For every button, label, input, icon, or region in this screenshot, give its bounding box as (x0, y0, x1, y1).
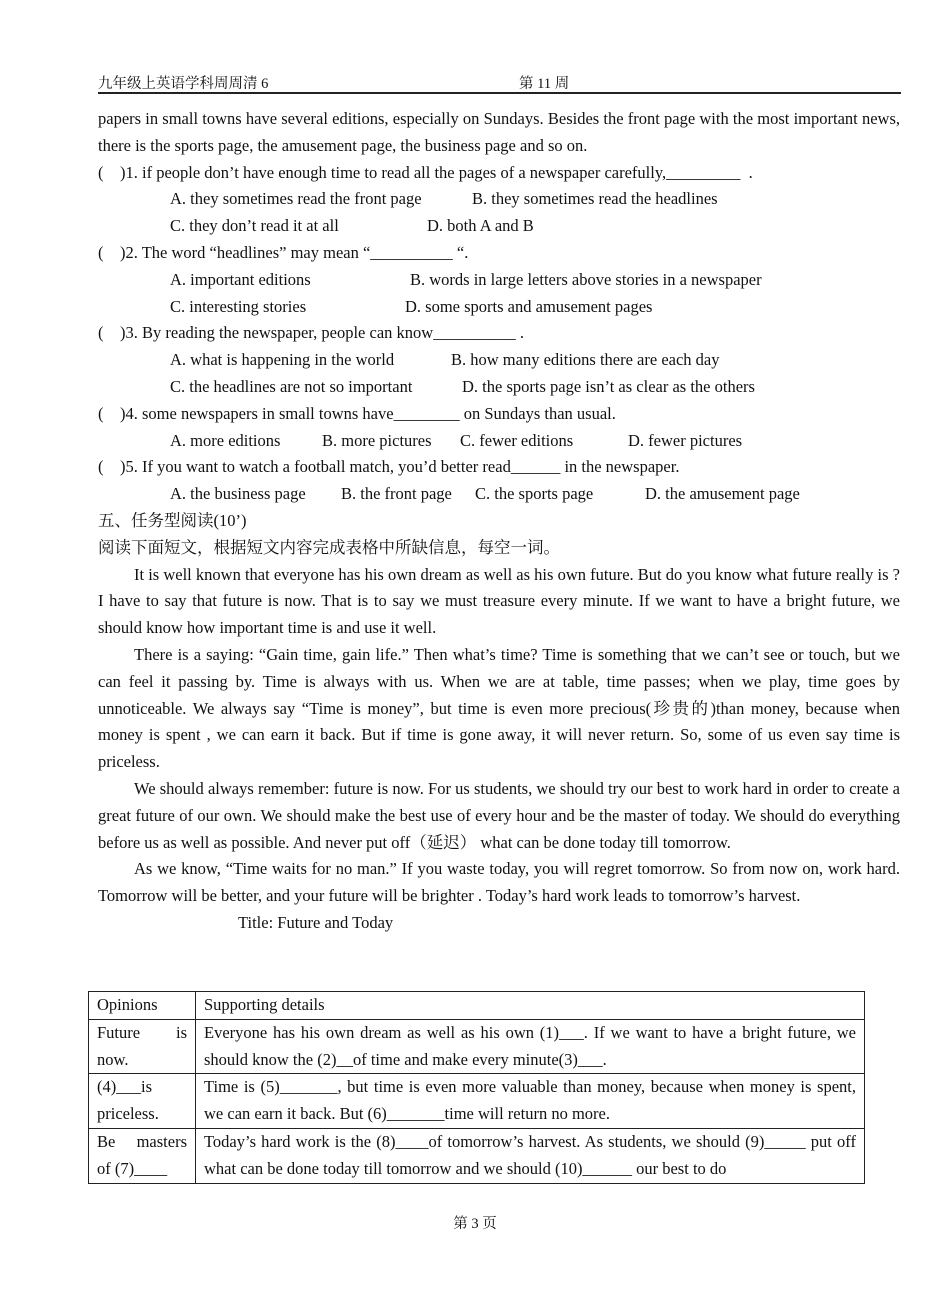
option: B. how many editions there are each day (451, 350, 720, 370)
question-5 (98, 454, 900, 508)
option: C. fewer editions (460, 430, 574, 450)
details-cell: Today’s hard work is the (8)____of tomorrow’s harvest. As students, we should (9)_____ put off what can be done today till tomorrow and we should (10)______ our best to do (196, 1128, 865, 1183)
section-heading: 五、任务型阅读(10’) (98, 510, 247, 530)
option: A. they sometimes read the front page (170, 189, 422, 209)
opinion-cell: Be masters of (7)____ (89, 1128, 196, 1183)
option: D. the amusement page (645, 484, 800, 504)
question-stem: ( )1. if people don’t have enough time to read all the pages of a newspaper carefully,_________ . (98, 162, 753, 182)
option: A. important editions (170, 269, 311, 289)
opinion-cell: (4)___is priceless. (89, 1074, 196, 1129)
table-header-row (89, 992, 865, 1020)
header-cell: Opinions (89, 992, 196, 1020)
table-row (89, 1074, 865, 1129)
content (98, 106, 900, 937)
option: C. interesting stories (170, 296, 307, 316)
header-cell: Supporting details (196, 992, 865, 1020)
details-cell: Everyone has his own dream as well as his own (1)___. If we want to have a bright future, we should know the (2)__of time and make every minute(3)___. (196, 1019, 865, 1074)
details-cell: Time is (5)_______, but time is even more valuable than money, because when money is spent, we can earn it back. But (6)_______time will return no more. (196, 1074, 865, 1129)
page-number: 第 3 页 (453, 1216, 497, 1232)
question-stem: ( )5. If you want to watch a football match, you’d better read______ in the newspaper. (98, 457, 680, 477)
question-stem: ( )3. By reading the newspaper, people can know__________ . (98, 323, 524, 343)
question-stem: ( )2. The word “headlines” may mean “__________ “. (98, 242, 469, 262)
table-title: Title: Future and Today (238, 912, 394, 932)
option: A. the business page (170, 484, 306, 504)
option: C. they don’t read it at all (170, 216, 339, 236)
option: A. what is happening in the world (170, 350, 395, 370)
header-left: 九年级上英语学科周周清 6 (98, 76, 269, 92)
option: C. the headlines are not so important (170, 376, 413, 396)
passage-paragraph: We should always remember: future is now. For us students, we should try our best to work hard in order to create a great future of our own. We should make the best use of every hour and be the master of today. We should do everything before us as well as possible. And never put off（延迟） what can be done today till tomorrow. (98, 778, 900, 852)
option: D. both A and B (427, 216, 534, 236)
page-header (98, 72, 901, 94)
passage-paragraph: As we know, “Time waits for no man.” If you waste today, you will regret tomorrow. So from now on, work hard. Tomorrow will be better, and your future will be brighter . Today’s hard work leads to tomorrow’s harvest. (98, 859, 900, 906)
option: B. words in large letters above stories in a newspaper (410, 269, 762, 289)
option: D. the sports page isn’t as clear as the others (462, 376, 755, 396)
intro-paragraph: papers in small towns have several editions, especially on Sundays. Besides the front page with the most important news, there is the sports page, the amusement page, the business page and so on. (98, 109, 900, 155)
question-1 (98, 160, 900, 240)
header-center: 第 11 周 (519, 76, 570, 92)
option: D. fewer pictures (628, 430, 743, 450)
section-instruction: 阅读下面短文，根据短文内容完成表格中所缺信息，每空一词。 (98, 537, 560, 557)
table-row (89, 1019, 865, 1074)
question-stem: ( )4. some newspapers in small towns have________ on Sundays than usual. (98, 403, 616, 423)
passage-paragraph: There is a saying: “Gain time, gain life.” Then what’s time? Time is something that we can’t see or touch, but we can feel it passing by. Time is always with us. When we are at table, time passes; when we play, time goes by unnoticeable. We always say “Time is money”, but time is even more precious(珍贵的)than money, because when money is spent , we can earn it back. But if time is gone away, it will never return. So, some of us even say time is priceless. (98, 644, 900, 772)
question-2 (98, 240, 900, 320)
option: B. they sometimes read the headlines (472, 189, 718, 209)
question-4 (98, 401, 900, 455)
option: B. more pictures (322, 430, 432, 450)
opinion-cell: Future is now. (89, 1019, 196, 1074)
passage-paragraph: It is well known that everyone has his own dream as well as his own future. But do you know what future really is ? I have to say that future is now. That is to say we must treasure every minute. If we want to have a bright future, we should know how important time is and use it well. (98, 564, 900, 638)
option: D. some sports and amusement pages (405, 296, 653, 316)
option: B. the front page (341, 484, 452, 504)
task-table (88, 991, 865, 1184)
table-row (89, 1128, 865, 1183)
question-3 (98, 320, 900, 400)
option: C. the sports page (475, 484, 594, 504)
option: A. more editions (170, 430, 281, 450)
